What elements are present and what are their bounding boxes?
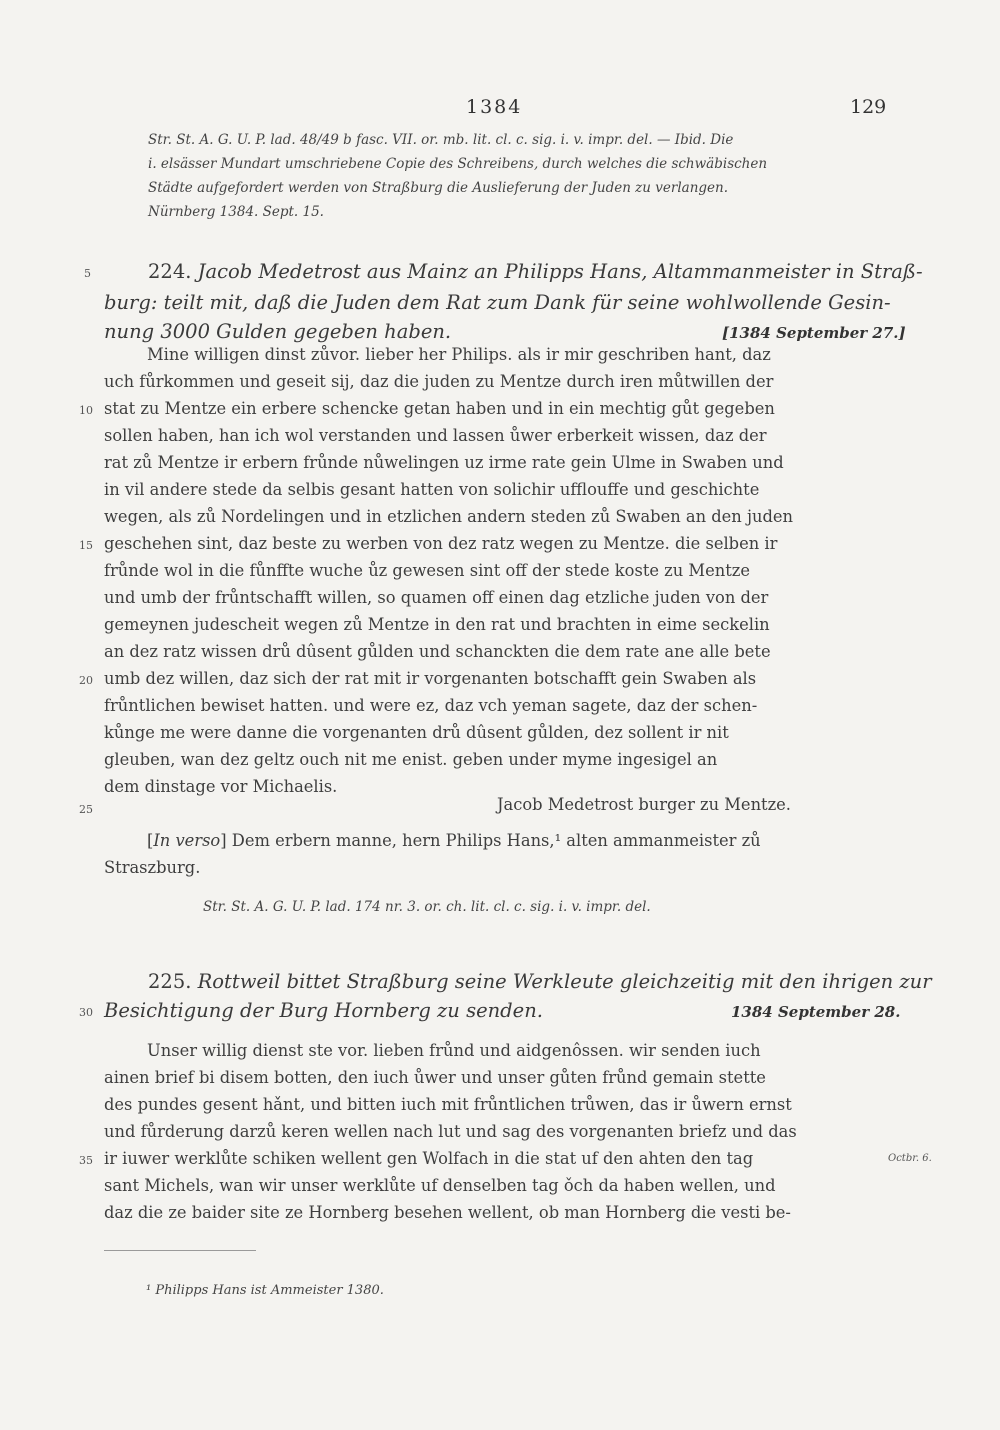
body-line: frůnde wol in die fůnffte wuche ůz gewesen sint off der stede koste zu Mentze (104, 561, 750, 580)
doc-224-address-line-2: Straszburg. (104, 858, 201, 877)
body-line: daz die ze baider site ze Hornberg besehen wellent, ob man Hornberg die vesti be- (104, 1203, 791, 1222)
doc-224-source-note: Str. St. A. G. U. P. lad. 174 nr. 3. or. ch. lit. cl. c. sig. i. v. impr. del. (203, 899, 651, 915)
body-line: umb dez willen, daz sich der rat mit ir vorgenanten botschafft gein Swaben als (104, 669, 757, 688)
body-line: uch fůrkommen und geseit sij, daz die juden zu Mentze durch iren můtwillen der (104, 372, 774, 391)
body-line: sollen haben, han ich wol verstanden und lassen ůwer erberkeit wissen, daz der (104, 426, 767, 445)
body-line: gleuben, wan dez geltz ouch nit me enist. geben under myme ingesigel an (104, 750, 718, 769)
body-line: ainen brief bi disem botten, den iuch ůwer und unser gůten frůnd gemain stette (104, 1068, 766, 1087)
page-number: 129 (850, 96, 887, 118)
footnote-rule (104, 1250, 256, 1251)
body-line: und fůrderung darzů keren wellen nach lut und sag des vorgenanten briefz und das (104, 1122, 797, 1141)
body-line: ir iuwer werklůte schiken wellent gen Wolfach in die stat uf den ahten den tag (104, 1149, 754, 1168)
doc-225-number: 225. (148, 970, 192, 993)
doc-224-heading-text: Jacob Medetrost aus Mainz an Philipps Hans, Altammanmeister in Straß- (197, 260, 923, 283)
doc-224-address: [In verso] Dem erbern manne, hern Philips Hans,¹ alten ammanmeister zů (147, 831, 761, 850)
body-line: in vil andere stede da selbis gesant hatten von solichir ufflouffe und geschichte (104, 480, 760, 499)
footnote: ¹ Philipps Hans ist Ammeister 1380. (146, 1283, 384, 1298)
running-head-year: 1384 (466, 96, 523, 118)
body-line: kůnge me were danne die vorgenanten drů dûsent gůlden, dez sollent ir nit (104, 723, 729, 742)
body-line: dem dinstage vor Michaelis. (104, 777, 338, 796)
source-note-line: i. elsässer Mundart umschriebene Copie des Schreibens, durch welches die schwäbischen (148, 156, 768, 172)
doc-224-heading-line (148, 260, 923, 283)
line-number: 25 (79, 803, 93, 816)
doc-224-heading-line: burg: teilt mit, daß die Juden dem Rat zum Dank für seine wohlwollende Gesin- (104, 291, 891, 314)
body-line: Unser willig dienst ste vor. lieben frůnd und aidgenôssen. wir senden iuch (147, 1041, 761, 1060)
body-line: sant Michels, wan wir unser werklůte uf denselben tag ǒch da haben wellen, und (104, 1176, 776, 1195)
body-line: frůntlichen bewiset hatten. und were ez, daz vch yeman sagete, daz der schen- (104, 696, 758, 715)
line-number: 30 (79, 1006, 93, 1019)
margin-date-note: Octbr. 6. (888, 1153, 932, 1164)
doc-224-number: 224. (148, 260, 192, 283)
body-line: des pundes gesent hǎnt, und bitten iuch mit frůntlichen trůwen, das ir ůwern ernst (104, 1095, 792, 1114)
verso-label: In verso (153, 831, 221, 850)
line-number: 15 (79, 539, 93, 552)
source-note-line: Nürnberg 1384. Sept. 15. (148, 204, 324, 220)
doc-224-signature: Jacob Medetrost burger zu Mentze. (497, 795, 791, 814)
source-note-line: Städte aufgefordert werden von Straßburg die Auslieferung der Juden zu verlangen. (148, 180, 729, 196)
doc-225-heading-text: Rottweil bittet Straßburg seine Werkleute gleichzeitig mit den ihrigen zur (197, 970, 932, 993)
doc-225-heading-line: Besichtigung der Burg Hornberg zu senden. (104, 999, 543, 1022)
body-line: wegen, als zů Nordelingen und in etzlichen andern steden zů Swaben an den juden (104, 507, 794, 526)
line-number: 10 (79, 404, 93, 417)
body-line: rat zů Mentze ir erbern frůnde nůwelingen uz irme rate gein Ulme in Swaben und (104, 453, 784, 472)
body-line: geschehen sint, daz beste zu werben von dez ratz wegen zu Mentze. die selben ir (104, 534, 778, 553)
line-number: 20 (79, 674, 93, 687)
body-line: und umb der frůntschafft willen, so quamen off einen dag etzliche juden von der (104, 588, 769, 607)
body-line: an dez ratz wissen drů dûsent gůlden und schanckten die dem rate ane alle bete (104, 642, 771, 661)
doc-224-heading-line: nung 3000 Gulden gegeben haben. (104, 320, 452, 343)
line-number: 35 (79, 1154, 93, 1167)
body-line: stat zu Mentze ein erbere schencke getan haben und in ein mechtig gůt gegeben (104, 399, 775, 418)
doc-225-date: 1384 September 28. (731, 1003, 901, 1021)
source-note-line: Str. St. A. G. U. P. lad. 48/49 b fasc. VII. or. mb. lit. cl. c. sig. i. v. impr. del. — Ibid. Die (148, 132, 734, 148)
address-text: Dem erbern manne, hern Philips Hans,¹ alten ammanmeister zů (231, 831, 761, 850)
doc-224-date: [1384 September 27.] (722, 324, 906, 342)
body-line: gemeynen judescheit wegen zů Mentze in den rat und brachten in eime seckelin (104, 615, 770, 634)
doc-225-heading-line (148, 970, 932, 993)
body-line: Mine willigen dinst zůvor. lieber her Philips. als ir mir geschriben hant, daz (147, 345, 771, 364)
line-number: 5 (84, 267, 91, 280)
